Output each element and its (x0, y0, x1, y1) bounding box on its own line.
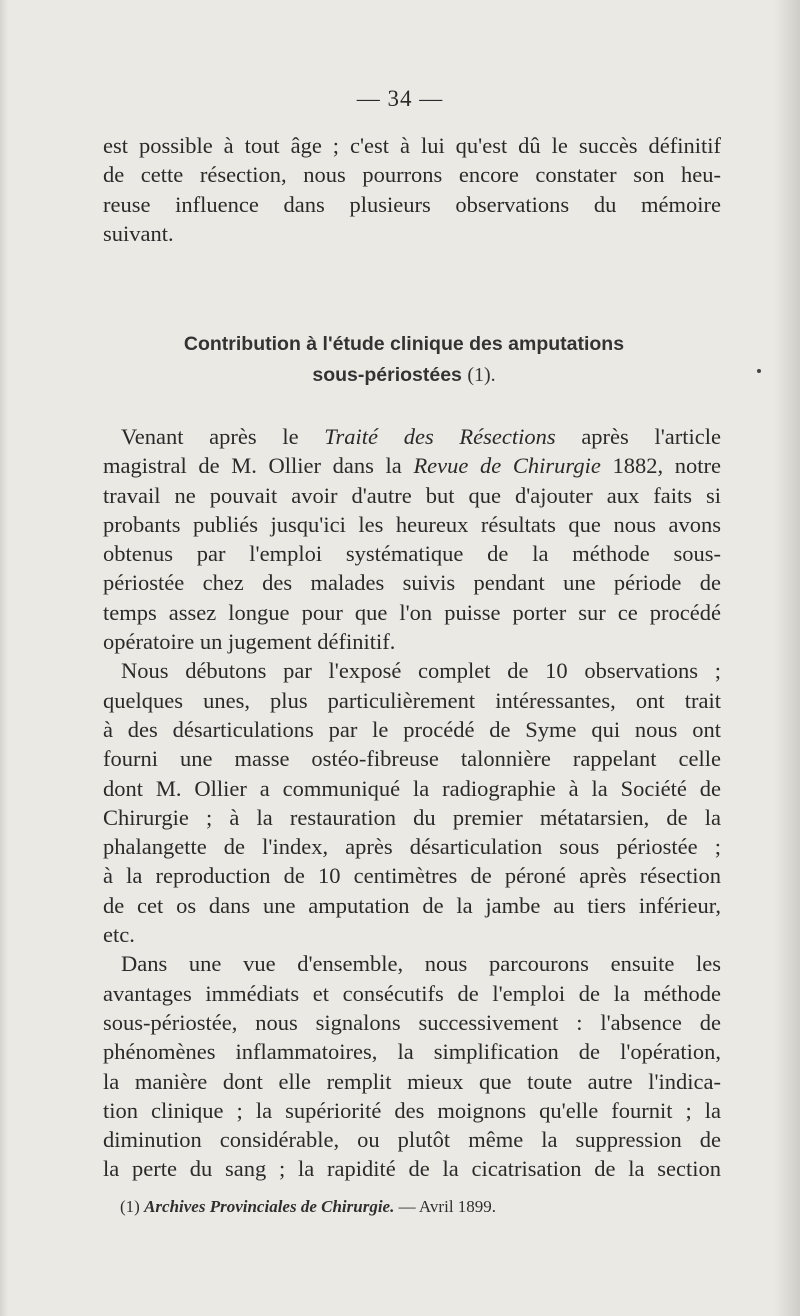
section-heading-text: sous-périostées (312, 364, 462, 386)
text-line: à des désarticulations par le procédé de Syme qui nous ont (103, 716, 721, 742)
footnote-date: — Avril 1899. (394, 1197, 497, 1216)
text-line (103, 451, 721, 480)
text-line: de cette résection, nous pourrons encore constater son heu- (103, 162, 721, 188)
text-line: Chirurgie ; à la restauration du premier métatarsien, de la (103, 804, 721, 830)
text-line: obtenus par l'emploi systématique de la méthode sous- (103, 541, 721, 567)
text-line: la perte du sang ; la rapidité de la cicatrisation de la section (103, 1156, 721, 1182)
text-line: périostée chez des malades suivis pendant une période de (103, 570, 721, 596)
text-line: de cet os dans une amputation de la jambe au tiers inférieur, (103, 892, 721, 918)
text-run: 1882, notre (600, 453, 721, 479)
text-line: etc. (103, 922, 135, 948)
page-edge-left (0, 0, 8, 1316)
text-line: reuse influence dans plusieurs observations du mémoire (103, 191, 721, 217)
text-run: après l'article (555, 424, 721, 449)
text-line: Dans une vue d'ensemble, nous parcourons ensuite les (121, 951, 721, 977)
italic-title: Revue de Chirurgie (413, 453, 601, 479)
section-heading-line2 (4, 364, 800, 387)
body-text (103, 422, 721, 1184)
text-run: Venant après le (121, 424, 325, 449)
text-line: phénomènes inflammatoires, la simplification de l'opération, (103, 1039, 721, 1065)
text-line: avantages immédiats et consécutifs de l'emploi de la méthode (103, 980, 721, 1006)
stray-mark (757, 369, 761, 373)
text-line: quelques unes, plus particulièrement intéressantes, ont trait (103, 687, 721, 713)
footnote-reference: (1). (467, 364, 496, 386)
text-line: travail ne pouvait avoir d'autre but que d'ajouter aux faits si (103, 482, 721, 508)
text-run: magistral de M. Ollier dans la (103, 453, 414, 479)
text-line: probants publiés jusqu'ici les heureux résultats que nous avons (103, 511, 721, 537)
footnote-marker: (1) (120, 1197, 145, 1216)
text-line: est possible à tout âge ; c'est à lui qu'est dû le succès définitif (103, 133, 721, 158)
text-line: la manière dont elle remplit mieux que toute autre l'indica- (103, 1068, 721, 1094)
intro-paragraph (103, 131, 721, 248)
page-number: — 34 — (356, 86, 444, 111)
italic-title: Traité des Résections (324, 424, 556, 449)
text-line: Nous débutons par l'exposé complet de 10 observations ; (121, 658, 721, 684)
section-heading-line1: Contribution à l'étude clinique des amputations (183, 333, 625, 355)
text-line: opératoire un jugement définitif. (103, 629, 396, 655)
footnote (120, 1197, 496, 1217)
text-line: sous-périostée, nous signalons successivement : l'absence de (103, 1009, 721, 1035)
text-line: phalangette de l'index, après désarticulation sous périostée ; (103, 834, 721, 860)
page-edge-right (774, 0, 800, 1316)
text-line: suivant. (103, 220, 174, 246)
text-line (103, 422, 721, 451)
text-line: diminution considérable, ou plutôt même la suppression de (103, 1127, 721, 1153)
text-line: tion clinique ; la supériorité des moignons qu'elle fournit ; la (103, 1097, 721, 1123)
text-line: fourni une masse ostéo-fibreuse talonnière rappelant celle (103, 746, 721, 772)
text-line: dont M. Ollier a communiqué la radiographie à la Société de (103, 775, 721, 801)
text-line: temps assez longue pour que l'on puisse porter sur ce procédé (103, 599, 721, 625)
footnote-source: Archives Provinciales de Chirurgie. (144, 1197, 395, 1216)
text-line: à la reproduction de 10 centimètres de péroné après résection (103, 863, 721, 889)
